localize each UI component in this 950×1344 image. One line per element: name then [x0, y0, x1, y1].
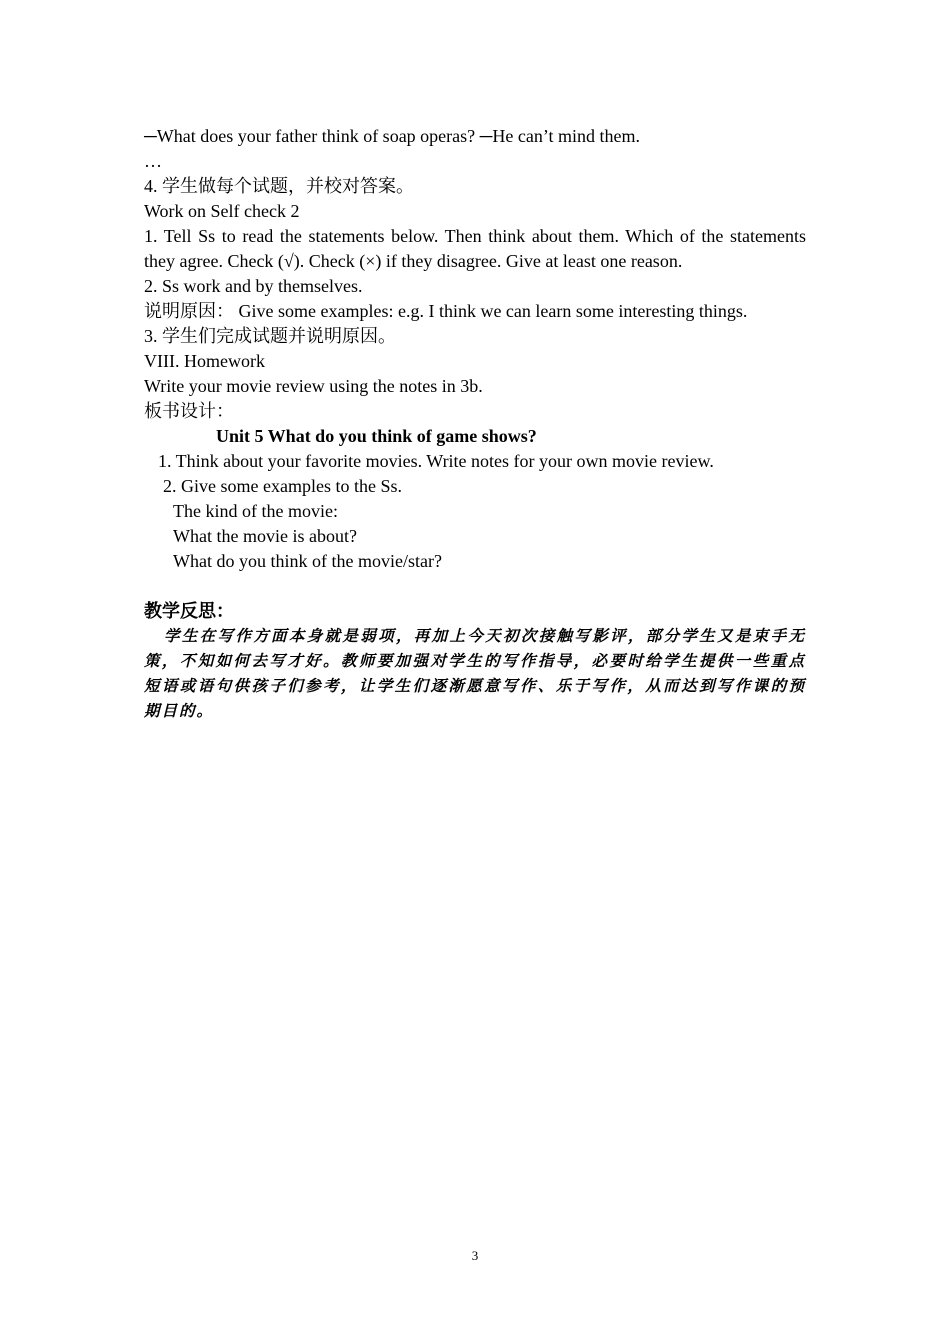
text-line: ─What does your father think of soap operas? ─He can’t mind them.	[144, 126, 641, 146]
text-line: Write your movie review using the notes in 3b.	[144, 376, 483, 396]
text-line: 4. 学生做每个试题，并校对答案。	[144, 176, 414, 196]
instruction-paragraph: 1. Tell Ss to read the statements below. Then think about them. Which of the statements they agree. Check (√). Check (×) if they disagree. Give at least one reason.	[144, 226, 806, 271]
board-question: What do you think of the movie/star?	[173, 551, 442, 571]
board-question: The kind of the movie:	[173, 501, 338, 521]
ellipsis-line: …	[144, 151, 162, 171]
board-item: 1. Think about your favorite movies. Write notes for your own movie review.	[158, 451, 714, 471]
board-design-heading: 板书设计：	[144, 401, 234, 421]
board-item: 2. Give some examples to the Ss.	[163, 476, 402, 496]
reflection-paragraph: 学生在写作方面本身就是弱项，再加上今天初次接触写影评，部分学生又是束手无策，不知如何去写才好。教师要加强对学生的写作指导，必要时给学生提供一些重点短语或语句供孩子们参考，让学生们逐渐愿意写作、乐于写作，从而达到写作课的预期目的。	[144, 628, 806, 720]
board-title: Unit 5 What do you think of game shows?	[216, 426, 537, 446]
section-heading: Work on Self check 2	[144, 201, 300, 221]
spacer	[144, 574, 806, 599]
document-body	[144, 124, 806, 724]
reflection-heading: 教学反思：	[144, 601, 234, 621]
text-line: 2. Ss work and by themselves.	[144, 276, 363, 296]
page-number: 3	[471, 1248, 479, 1263]
section-heading: VIII. Homework	[144, 351, 265, 371]
text-line: 3. 学生们完成试题并说明原因。	[144, 326, 396, 346]
text-line: 说明原因： Give some examples: e.g. I think we can learn some interesting things.	[144, 301, 748, 321]
board-question: What the movie is about?	[173, 526, 357, 546]
